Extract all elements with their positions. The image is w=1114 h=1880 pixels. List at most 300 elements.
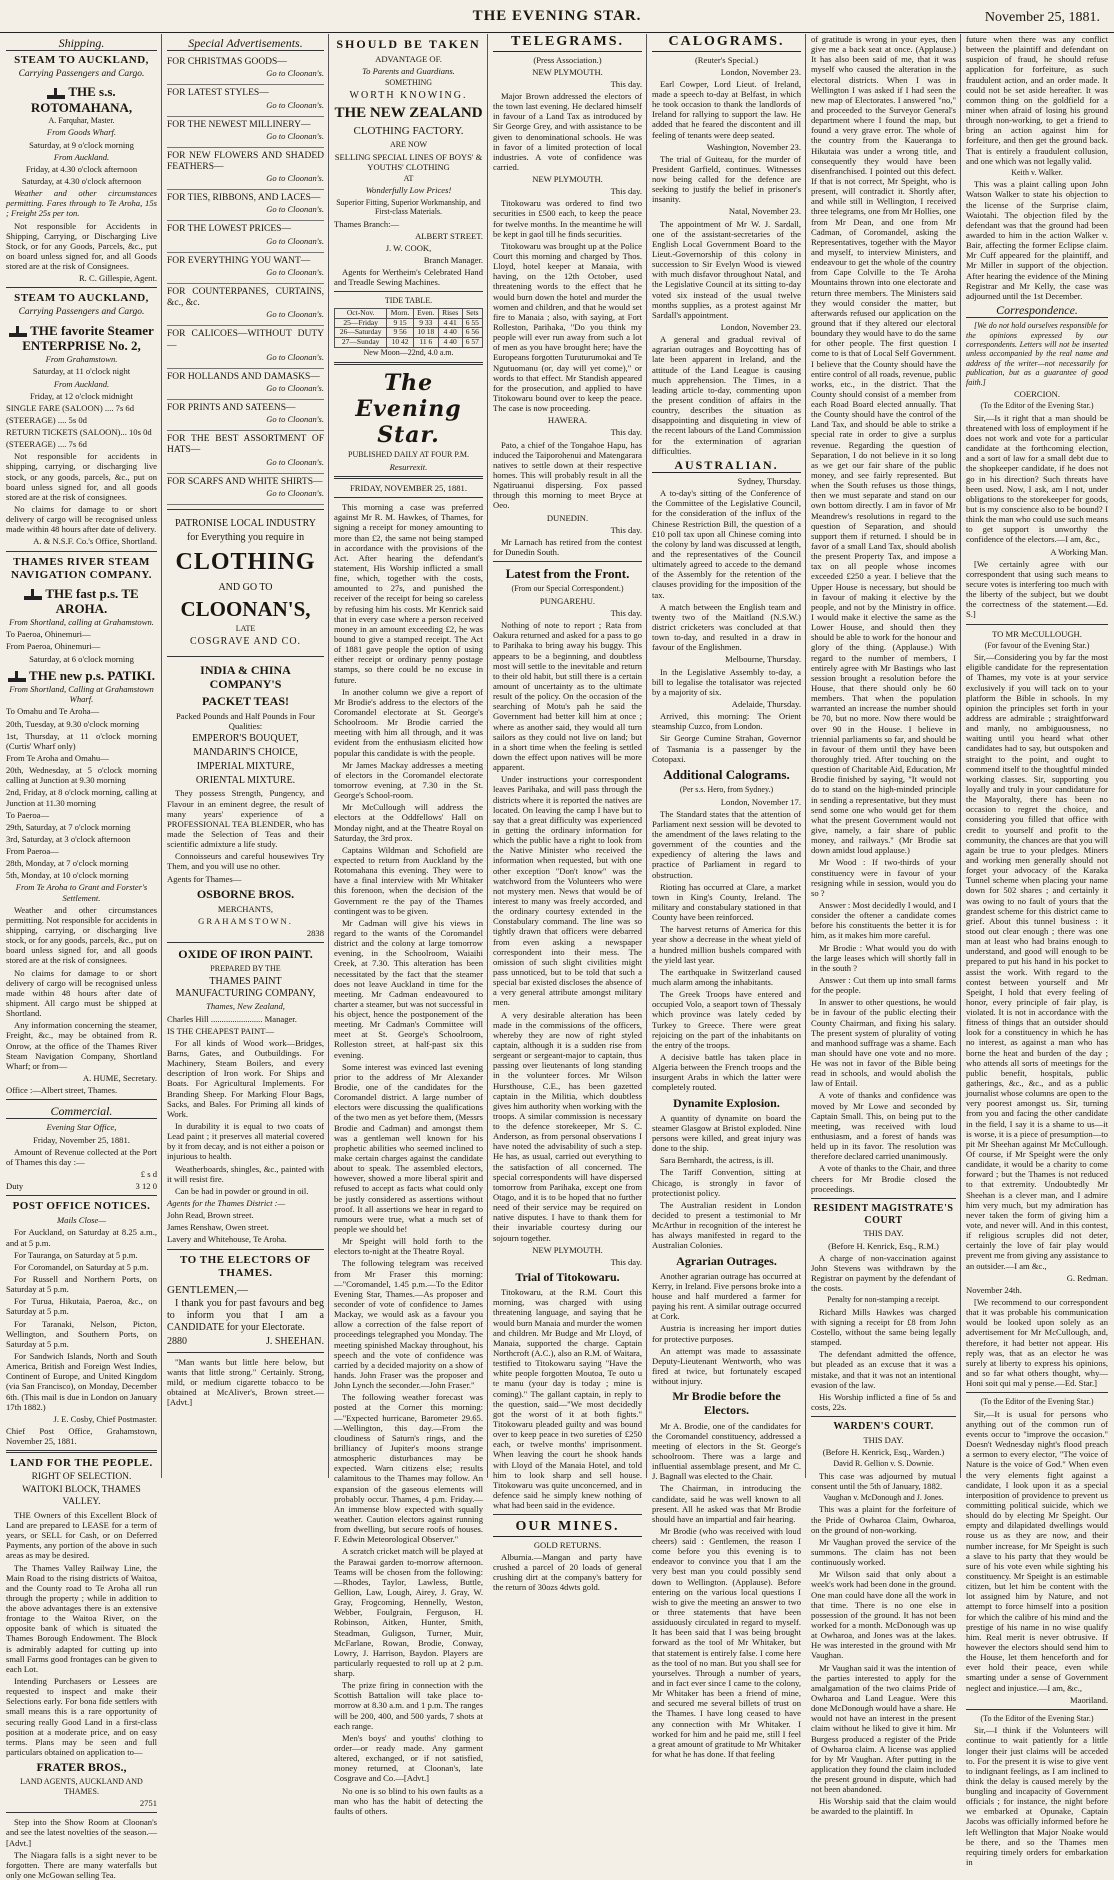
news-paragraph: Austria is increasing her import duties for protective purposes. xyxy=(652,1323,801,1344)
divider xyxy=(167,942,324,943)
article-heading: Mr Brodie before the Electors. xyxy=(672,1389,781,1418)
news-paragraph: The Tariff Convention, sitting at Chicago, is strongly in favor of protectionist policy. xyxy=(652,1167,801,1198)
currency-header: £ s d xyxy=(140,1169,157,1180)
dateline-place: NEW PLYMOUTH. xyxy=(532,1244,603,1255)
section-calograms: CALOGRAMS. xyxy=(652,34,801,52)
ad-body: GENTLEMEN,— xyxy=(167,1283,248,1296)
advt-line: "Man wants but little here below, but wants that little strong." Certainly. Strong, mild, or medium cigarette tobacco to be obtained at McAliver's, Brown street.—[Advt.] xyxy=(167,1356,324,1408)
news-paragraph: The prize firing in connection with the Scottish Battalion will take place to-morrow at 8.30 a.m. and 1 p.m. The ranges will be 200, 400, and 500 yards, 7 shots at each range. xyxy=(334,1680,483,1731)
ad-subheading: PREPARED BY THE xyxy=(210,964,281,974)
signature: FRATER BROS., xyxy=(36,1760,127,1775)
cloonan-ad-item xyxy=(167,400,324,431)
ad-line: AND GO TO xyxy=(218,581,273,593)
sailing-time: 28th, Monday, at 7 o'clock morning xyxy=(6,858,129,869)
news-paragraph: Answer : Most decidedly I would, and I consider the oftener a candidate comes before his constituents the better it is for him, as it makes him more careful. xyxy=(811,899,956,941)
advt-line: The Niagara falls is a sight never to be forgotten. There are many waterfalls but only one McGowan selling Tea. xyxy=(6,1849,157,1880)
ad-line: Wonderfully Low Prices! xyxy=(365,185,452,196)
ad-body: Agents for Thames— xyxy=(167,873,242,884)
ad-item-goto: Go to Cloonan's. xyxy=(266,309,324,320)
steamship-icon xyxy=(24,589,42,600)
ad-body: They possess Strength, Pungency, and Flavour in an eminent degree, the result of many years' experience of a PROFESSIONAL TEA BLENDER, who has made the Selection of Teas and their scientific admixture a life study. xyxy=(167,788,324,850)
ad-body: THE Owners of this Excellent Block of Land are prepared to LEASE for a term of years, or SELL for Cash, or on Deferred Payments, any portion of the above in such areas as may be desired. xyxy=(6,1509,157,1561)
case-title: David R. Gellion v. S. Downie. xyxy=(833,1459,934,1469)
cloonan-ad-item xyxy=(167,54,324,85)
sailing-time: 29th, Saturday, at 7 o'clock morning xyxy=(6,821,131,832)
tide-cell: 6 55 xyxy=(462,318,482,328)
ad-line: PATRONISE LOCAL INDUSTRY xyxy=(175,517,316,529)
ad-line: To Parents and Guardians. xyxy=(362,66,455,77)
ad-body: Connoisseurs and careful housewives Try Them, and you will use no other. xyxy=(167,851,324,872)
ad-body: In durability it is equal to two coats of Lead paint ; it preserves all material covered by it from decay, and is not either a poison or injurious to health. xyxy=(167,1121,324,1162)
tide-cell: 6 57 xyxy=(462,338,482,348)
ad-body: Weatherboards, shingles, &c., painted with it will resist fire. xyxy=(167,1163,324,1184)
route-line: From Paeroa— xyxy=(6,846,59,857)
ad-line: WORTH KNOWING. xyxy=(349,89,468,101)
divider xyxy=(167,1249,324,1250)
news-paragraph: Under instructions your correspondent leaves Parihaka, and will pass through the districts where it is reported the natives are located. On leaving the camp I have but to say that a great difficulty was experienced in getting the ordinary information for which the public have a right to look from the Native Minister who received the information when requested, but with one other exception "Don't know" was the watchword from the Volunteers who were not mystery men. News that would be of interest to many was freely accorded, and the ordinary courtesy extended in the Constabulary command. The line was so tightly drawn that officers were debarred from even asking a newspaper correspondent into their mess. The omission of such slight civilities might pass unnoticed, but to be told that such a special bar existed discloses the absence of a very general attribute amongst military men. xyxy=(493,774,642,1008)
dateline-place: Natal, November 23. xyxy=(728,206,801,217)
cloonan-ad-item xyxy=(167,148,324,190)
news-paragraph: His Worship said that the claim would be awarded to the plaintiff. In xyxy=(811,1796,956,1817)
dateline-place: HAWERA. xyxy=(547,415,588,426)
letter-title: COERCION. xyxy=(1013,389,1061,400)
news-paragraph: Mr Vaughan proved the service of the summons. The claim has not been continuously worked. xyxy=(811,1536,956,1568)
editorial-note: [We certainly agree with our correspondent that using such means to secure votes is interfering too much with the liberty of the subject, but we doubt the correctness of the statement.—Ed. S.] xyxy=(966,558,1108,620)
ad-item-goto: Go to Cloonan's. xyxy=(266,173,324,184)
news-paragraph: Nothing of note to report ; Rata from Oakura returned and asked for a pass to go to Parihaka to bring away his buggy. This appears to be a beginning, and doubtless most will settle to the inevitable and return to their old habit, but still there is a certain amount of uncertainty as to the ultimate result of the policy. On the occasion of the searching of Motu's pah he said the Government had better kill him at once ; where as another said, they would all turn sailors as they could not live on land; but in a short time when the feeling is settled down the effect upon natives will be more apparent. xyxy=(493,620,642,773)
ship-name xyxy=(6,323,157,354)
fare-line: (STEERAGE) .... 5s 0d xyxy=(6,414,87,425)
ad-item-label: FOR NEW FLOWERS AND SHADED FEATHERS— xyxy=(167,150,324,173)
news-paragraph: Some interest was evinced last evening prior to the address of Mr Alexander Brodie, one of the candidates for the Coromandel district. A large number of electors were discussing the qualifications of the two men as yet before them, (Messrs Brodie and Cadman) and amongst them was a gentleman well known for his prophetic abilities who seemed inclined to make certain charges against the candidate about to speak. The assembled electors, however, showed a more liberal spirit and refused to accept as facts what could only be justly considered as assertions without proof. It all assertions we hear in regard to rumours were true, what a much set of people we should be! xyxy=(334,1061,483,1235)
sailing-time: 20th, Tuesday, at 9.30 o'clock morning xyxy=(6,718,140,729)
tide-table-body xyxy=(335,318,483,348)
sailing-time: Saturday, at 4.30 o'clock afternoon xyxy=(21,175,142,186)
news-paragraph: The Standard states that the attention of Parliament next session will be devoted to the amendment of the laws relating to the government of the counties and the expediency of altering the laws and practice of Parliament in regard to obstruction. xyxy=(652,808,801,880)
ad-item-goto: Go to Cloonan's. xyxy=(266,130,324,141)
tide-column-header: Oct-Nov. xyxy=(335,308,387,318)
ad-body: Agents for the Thames District :— xyxy=(167,1198,286,1209)
advt-line: Step into the Show Room at Cloonan's and see the latest novelties of the season.—[Advt.] xyxy=(6,1817,157,1848)
news-paragraph: This case was adjourned by mutual consent until the 5th of January, 1882. xyxy=(811,1470,956,1491)
news-paragraph: His Worship inflicted a fine of 5s and costs, 22s. xyxy=(811,1391,956,1413)
route-line: From Paeroa, Ohinemuri— xyxy=(6,641,101,652)
news-paragraph: This was a plaint for the forfeiture of the Pride of Owharoa Claim, Owharoa, on the ground of non-working. xyxy=(811,1504,956,1535)
divider xyxy=(966,624,1108,625)
ad-item-goto: Go to Cloonan's. xyxy=(266,414,324,425)
ad-line: LATE xyxy=(235,624,256,634)
dateline-place: London, November 23. xyxy=(720,322,801,333)
issue-date: November 25, 1881. xyxy=(984,10,1100,25)
divider xyxy=(966,1709,1108,1710)
dateline-day: This day. xyxy=(610,1256,642,1267)
ad-heading: INDIA & CHINA COMPANY'S xyxy=(200,662,291,691)
ad-heading: POST OFFICE NOTICES. xyxy=(12,1200,151,1213)
ad-heading: THAMES RIVER STEAM NAVIGATION COMPANY. xyxy=(10,555,153,581)
tide-cell: 26—Saturday xyxy=(335,328,387,338)
ad-item-goto: Go to Cloonan's. xyxy=(266,487,324,498)
tide-cell: 9 33 xyxy=(413,318,438,328)
news-paragraph: The following weather forecast was posted at the Corner this morning:—"Expected hurricane, Barometer 29.65.—Wellington, this day.—From the cloudiness of Saturn's rings, and the brilliancy of Jupiter's moons strange atmospheric disturbances may be expected. Warn citizens else; results calamitous to the Thames may follow. An expansion of the gaseous elements will probably occur. Thames, 4 p.m. Friday.—An immense blow expected with squally weather. Caution electors against running from dwelling, but secure roofs of houses. F. Edwin Meteorological Observer." xyxy=(334,1392,483,1545)
firm-line: GRAHAMSTOWN. xyxy=(198,916,293,927)
dateline-day: This day. xyxy=(610,524,642,535)
ad-subheading: Mails Close— xyxy=(57,1215,106,1226)
ad-subheading: RIGHT OF SELECTION. xyxy=(31,1472,132,1483)
divider xyxy=(493,1514,642,1515)
ad-item-label: FOR CHRISTMAS GOODS— xyxy=(167,57,287,68)
ad-body: I thank you for past favours and beg to inform you that I am a CANDIDATE for your Electorate. xyxy=(167,1298,324,1334)
steamship-icon xyxy=(9,326,27,337)
tide-cell: 9 15 xyxy=(387,318,413,328)
mail-line: For Coromandel, on Saturday at 5 p.m. xyxy=(14,1261,149,1272)
ad-number: 2751 xyxy=(139,1798,157,1809)
section-special-ads: Special Advertisements. xyxy=(167,36,324,51)
case-title: Vaughan v. McDonough and J. Jones. xyxy=(823,1492,944,1502)
agent-name: James Renshaw, Owen street. xyxy=(167,1222,269,1233)
ad-item-label: FOR PRINTS AND SATEENS— xyxy=(167,402,296,413)
letter-address: (To the Editor of the Evening Star.) xyxy=(980,1713,1094,1723)
route-line: From Te Aroha to Grant and Forster's Settlement. xyxy=(15,882,148,903)
dateline-place: London, November 17. xyxy=(720,796,801,807)
dateline-place: NEW PLYMOUTH. xyxy=(532,66,603,77)
agent-name: A. HUME, Secretary. xyxy=(82,1073,157,1084)
cloonan-ad-item xyxy=(167,190,324,221)
ad-body: Agents for Wertheim's Celebrated Hand and Treadle Sewing Machines. xyxy=(334,267,483,288)
mail-line: For Sandwich Islands, North and South America, British and Foreign West Indies, Continent of Europe, and United Kingdom (via San Francisco), on Monday, December 6th. (This mail is due in London on January 17th 1882.) xyxy=(6,1350,157,1412)
news-paragraph: Mr Brodie : What would you do with the large leases which will shortly fall in in the south ? xyxy=(811,942,956,973)
news-paragraph: The Australian resident in London decided to present a testimonial to Mr McArthur in recognition of the interest he has always manifested in regard to the Australian Colonies. xyxy=(652,1199,801,1251)
office-address: Chief Post Office, Grahamstown, November 25, 1881. xyxy=(6,1425,157,1447)
route-line: To Omahu and Te Aroha— xyxy=(6,706,100,717)
editorial-note: [We do not hold ourselves responsible for the opinions expressed by our correspondents. Letters will not be inserted unless accompanied by the real name and address of the writer—not necessarily for publication, but as a guarantee of good faith.] xyxy=(966,321,1108,387)
article-subheading: Penalty for non-stamping a receipt. xyxy=(827,1295,940,1305)
tide-cell: 25—Friday xyxy=(335,318,387,328)
divider xyxy=(6,1099,157,1100)
ad-item-label: FOR HOLLANDS AND DAMASKS— xyxy=(167,371,320,382)
mail-line: For Auckland, on Saturday at 8.25 a.m., and at 5 p.m. xyxy=(6,1227,157,1248)
ad-subheading: WAITOKI BLOCK, THAMES VALLEY. xyxy=(22,1485,141,1507)
news-paragraph: Richard Mills Hawkes was charged with signing a receipt for £8 from John Costello, without the same being legally stamped. xyxy=(811,1306,956,1348)
dateline-place: Sydney, Thursday. xyxy=(737,476,801,487)
dateline-day: This day. xyxy=(610,427,642,438)
ad-line: CLOTHING FACTORY. xyxy=(353,125,464,138)
sailing-time: Saturday, at 11 o'clock night xyxy=(32,366,131,377)
dateline-day: THIS DAY. xyxy=(863,1228,904,1239)
fare-line: (STEERAGE) .... 7s 6d xyxy=(6,439,87,450)
ad-item-goto: Go to Cloonan's. xyxy=(266,68,324,79)
ad-number: 2880 xyxy=(167,1335,187,1347)
dateline-place: DUNEDIN. xyxy=(546,512,589,523)
dateline-place: Washington, November 23. xyxy=(706,141,801,152)
tide-column-header: Rises xyxy=(438,308,462,318)
ad-display-word: CLOTHING xyxy=(175,549,316,576)
mail-line: For Taranaki, Nelson, Picton, Wellington, and Southern Ports, on Saturday at 5 p.m. xyxy=(6,1318,157,1349)
news-paragraph: This morning a case was preferred against Mr R. M. Hawkes, of Thames, for signing a receipt for money amounting to more than £2, the same not being stamped in accordance with the provisions of the Act. After hearing the defendant's statement, His Worship inflicted a small fine, which, together with the costs, amounted to 27s, and punished the receiver of the receipt for being so careless by refusing him his costs. Mr Kenrick said that in every case where a person received money in an amount exceeding £2, he was bound to give a stamped receipt. The Act of 1881 gave people the option of using either receipt or ordinary penny postage stamps, so there could be no excuse in future. xyxy=(334,502,483,685)
duty-value: 3 12 0 xyxy=(135,1181,157,1192)
ad-item-goto: Go to Cloonan's. xyxy=(266,266,324,277)
letter-signature: Maoriland. xyxy=(1070,1694,1108,1705)
ad-body: Can be had in powder or ground in oil. xyxy=(175,1185,309,1196)
signature: J. E. Cosby, Chief Postmaster. xyxy=(53,1413,157,1424)
news-paragraph: Rioting has occurred at Clare, a market town in King's County, Ireland. The military and constabulary stationed in that County have been reinforced. xyxy=(652,881,801,923)
ad-item-label: FOR SCARFS AND WHITE SHIRTS— xyxy=(167,476,323,487)
ad-subheading: Packed Pounds and Half Pounds in Four Qualities: xyxy=(176,710,315,732)
divider xyxy=(811,1198,956,1199)
dateline-place: PUNGAREHU. xyxy=(539,595,596,606)
route-from: From Auckland. xyxy=(53,151,110,162)
mail-line: For Tauranga, on Saturday at 5 p.m. xyxy=(14,1249,138,1260)
news-paragraph: Pato, a chief of the Tongahoe Hapu, has induced the Taiporohenui and Matengarara natives to settle down at their respective homes. This will probably result in all the Ngatiruanui dispersing. Fox passed through this morning to meet Bryce at Oeo. xyxy=(493,439,642,511)
notice-text: Weather and other circumstances permitting. Fares through to Te Aroha, 15s ; Freight 25s per ton. xyxy=(6,188,157,219)
ad-item-goto: Go to Cloonan's. xyxy=(266,99,324,110)
tide-cell: 9 56 xyxy=(387,328,413,338)
news-paragraph: Mr McCullough will address the electors at the Oddfellows' Hall on Monday night, and at the Theatre Royal on Saturday, the 3rd prox. xyxy=(334,802,483,843)
divider xyxy=(6,551,157,552)
agent-name: Lavery and Whitehouse, Te Aroha. xyxy=(167,1234,287,1245)
route-from: From Goods Wharf. xyxy=(46,127,117,138)
news-paragraph: The appointment of Mr W. J. Sardall, one of the assistant-secretaries of the English Local Government Board to the Lieut.-Governorship of this colony in succession to Sir Evelyn Wood is viewed with much disfavor throughout Natal, and the Legislative Council at its sitting to-day voted six instead of the usual twelve months supplies, as a protest against Mr Sardall's appointment. xyxy=(652,218,801,320)
paper-motto: Resurrexit. xyxy=(389,461,428,472)
ad-body: Intending Purchasers or Lessees are requested to inspect and make their Selections early. For bona fide settlers with small means this is a rare opportunity of securing really Good Land in a first-class position at a moderate price, and on easy terms. Plans may be seen and full particulars obtained on application to— xyxy=(6,1676,157,1758)
news-paragraph: A to-day's sitting of the Conference of the Committee of the Legislative Council, for the consideration of the influx of the Chinese Restriction Bill, the question of a £10 poll tax upon all Chinese coming into the colony by land was discussed at length, and the representatives of the Council ultimately agreed to accede to the demand of the Assembly for the retention of the clauses providing for the imposition of the tax. xyxy=(652,488,801,600)
news-source: (From our Special Correspondent.) xyxy=(511,584,624,594)
ad-heading: SHOULD BE TAKEN xyxy=(336,37,481,51)
letter-address: (To the Editor of the Evening Star.) xyxy=(980,1397,1094,1407)
ad-line: ADVANTAGE OF. xyxy=(375,54,442,65)
ad-line: ALBERT STREET. xyxy=(415,230,483,241)
tea-quality: ORIENTAL MIXTURE. xyxy=(195,774,296,786)
news-paragraph: A scratch cricket match will be played at the Parawai garden to-morrow afternoon. Teams will be chosen from the following:—Rhodes, Taylor, Lawless, Buttle, Gellion, Law, Lough, Airey, J. Gray, W. Gray, Frogcoming, Hennelly, Weston, Webber, Foulgrain, Ferguson, H. Robinson, Aitken, Hunter, Smith, Steadman, Guligson, Turner, Muir, McFarlane, Rowan, Brodie, Conway, Lowry, J. Harrison, Baydon. Players are particularly requested to roll up at 2 p.m. sharp. xyxy=(334,1546,483,1679)
sailing-time: 20th, Wednesday, at 5 o'clock morning calling at Junction at 9.30 morning xyxy=(6,765,157,786)
sailing-time: 1st, Thursday, at 11 o'clock morning (Curtis' Wharf only) xyxy=(6,730,157,751)
cloonan-ad-item xyxy=(167,221,324,252)
news-paragraph: The following telegram was received from Mr Fraser this morning:—"Coromandel, 1.45 p.m.—To the Editor Evening Star, Thames.—As proposer and seconder of vote of confidence to James Mackay, we would ask as a favour you allow a correction of the false report of proceedings telegraphed you Monday. The meeting spinished Mackay throughout, his speech and the vote of confidence was carried by a decided majority on a show of hands. John Fraser was the proposer and John Lynch the seconder.—John Fraser." xyxy=(334,1258,483,1391)
fare-line: SINGLE FARE (SALOON) .... 7s 6d xyxy=(6,402,135,413)
ship-label: THE s.s. ROTOMAHANA, xyxy=(30,84,133,115)
letter-body: Sir,—Considering you by far the most eligible candidate for the representation of Thames, my vote is at your service exclusively if you will tack on to your platform the Bible in schools. In my opinion the principles set forth in your address are admirable ; straightforward and manly, no ambiguousness, no waiting until you heard what other candidates had to say, but outspoken and straight to the point, and ought to commend itself to the thoughtful minded working classes. Sir, supporting you loyally and truly in your candidature for the Mayoralty, there has been no occasion to regret the choice, and considering you filled that office with credit to yourself and profit to the community, the chances are that you will again be true to your pledges. Miners and working men generally should not forget your advocacy of the Karaka Tunnel scheme when placing your name down for 502 shares ; and certainly it was owing to no fault of yours that the grandest scheme for this district came to grief. About this tunnel business : it stood out clear enough ; there was one man at least who had brains enough to understand, and good will enough to be prepared to put his hand in his pocket to assist the work. With regard to the contest between yourself and Mr Speight, I hold that every feeling of honor, every principle of fair play, is violated. It is not in accordance with the fitness of things that an outsider should look for a constituency in which he has no interest, as against a man who has borne the heat and burden of the day ; who attends all sorts of meetings for the public benefit, hospitals, public gatherings, &c., &c., and as a public journalist whose columns are open to the very poorest amongst us. Sir, turning from you and facing the other candidate in the field, I say it is a shame to us—it is worse, it is a piece of presumption—to pit Mr Sheehan against Mr McCullough. Of course, if Mr Speight were the only candidate, it would be a charity to come forward ; but the Thames is not reduced to that extremity. Undoubtedly Mr Sheehan is a clever man, and I admire him very much, but my admiration has never taken the form of giving him a vote, and never will. And in this contest, if religious scruples did not deter, certainly the love of fair play would prevent me from giving any assistance to an outsider.—I am &c., xyxy=(966,652,1108,1271)
news-paragraph: The Chairman, in introducing the candidate, said he was well known to all present. All he asked was that Mr Brodie should have an impartial and fair hearing. xyxy=(652,1483,801,1524)
moon-phase: New Moon—22nd, 4.0 a.m. xyxy=(363,348,454,358)
mail-line: For Turua, Hikutaia, Paeroa, &c., on Saturday at 5 p.m. xyxy=(6,1296,157,1317)
ship-name xyxy=(6,668,157,683)
article-heading: Latest from the Front. xyxy=(505,566,630,582)
ad-number: 2838 xyxy=(306,928,324,939)
news-paragraph: In answer to other questions, he would be in favour of the public electing their County Chairman, and fixing his salary. The present system of plurality of voting and manhood suffrage was a shame. Each man should have one vote and no more. He was not in favor of the Bible being read in schools, and would abolish the law of Entail. xyxy=(811,997,956,1089)
news-paragraph: Arrived, this morning: The Orient steamship Cuzco, from London. xyxy=(652,711,801,732)
news-paragraph: Titokowaru was ordered to find two securities in £500 each, to keep the peace for twelve months. In the meantime he will be kept in gaol till he finds securities. xyxy=(493,198,642,239)
ad-heading: TO THE ELECTORS OF THAMES. xyxy=(180,1253,311,1279)
agent-name: R. C. Gillespie, Agent. xyxy=(78,273,157,284)
section-telegrams: TELEGRAMS. xyxy=(493,34,642,52)
revenue-text: Amount of Revenue collected at the Port of Thames this day :— xyxy=(6,1146,157,1167)
ship-name xyxy=(6,586,157,617)
ad-item-label: FOR COUNTERPANES, CURTAINS, &c., &c. xyxy=(167,286,324,309)
editorial-note: [We recommend to our correspondent that it was probable his communication would be looked upon solely as an advertisement for Mr McCullough, and, therefore, it had better not appear. His reply was, that as an elector he was surely at liberty to express his opinions, and so far what others thought, why—Honi soit qui mal y pense.—Ed. Star.] xyxy=(966,1297,1108,1389)
firm-line: MERCHANTS, xyxy=(217,903,274,914)
column-courts xyxy=(807,34,961,1817)
tide-cell: 10 18 xyxy=(413,328,438,338)
tide-column-header: Morn. xyxy=(387,308,413,318)
masthead xyxy=(0,0,1114,33)
letter-address: (To the Editor of the Evening Star.) xyxy=(980,401,1094,411)
ad-subheading: Carrying Passengers and Cargo. xyxy=(18,69,145,80)
article-heading: WARDEN'S COURT. xyxy=(833,1421,934,1433)
firm-line: Thames, New Zealand, xyxy=(206,1001,285,1012)
ad-item-label: FOR EVERYTHING YOU WANT— xyxy=(167,255,311,266)
office-address: Office :—Albert street, Thames. xyxy=(6,1085,118,1096)
news-paragraph: Captains Wildman and Schofield are expected to return from Auckland by the Rotomahana this evening. They were to have a final interview with Mr Whitaker this forenoon, when the decision of the Government re the pay of the Thames contingent was to be given. xyxy=(334,844,483,916)
news-paragraph: Mr James Mackay addresses a meeting of electors in the Coromandel electorate tomorrow evening, at 7.30 in the St. George's School-room. xyxy=(334,759,483,801)
editorial-date: FRIDAY, NOVEMBER 25, 1881. xyxy=(350,483,467,494)
ship-name xyxy=(6,84,157,115)
court-bench: (Before H. Kenrick, Esq., Warden.) xyxy=(822,1447,945,1458)
sailing-time: Saturday, at 9 o'clock morning xyxy=(29,139,134,150)
news-paragraph: Mr Vaughan said it was the intention of the parties interested to apply for the amalgamation of the two claims Pride of Owharoa and Land League. Were this done McDonough would have a share. He would not have an interest in the present claim without he liked to give it him. Mr Burgess produced a register of the Pride of Owharoa claim. A license was applied for by Mr Vaughan. After putting in the application they found the claim included the present ground in dispute, which had not been abandoned. xyxy=(811,1662,956,1795)
tide-cell: 4 40 xyxy=(438,328,462,338)
column-special-ads xyxy=(163,34,329,1478)
route-from: From Shortland, Calling at Grahamstown Wharf. xyxy=(9,684,154,705)
news-paragraph: The harvest returns of America for this year show a decrease in the wheat yield of a hundred million bushels compared with the yield last year. xyxy=(652,924,801,965)
news-paragraph: Mr Wilson said that only about a week's work had been done in the ground. One man could have done all the work in that time. There is no one else in possession of the ground. It has not been worked for a month. McDonough was up at Owharoa, and Jones was at the lakes. He was interested in the ground with Mr Vaughan. xyxy=(811,1569,956,1661)
manager-name: J. W. COOK, xyxy=(385,242,432,253)
ad-item-goto: Go to Cloonan's. xyxy=(266,351,324,362)
route-from: From Grahamstown. xyxy=(45,354,118,365)
ship-master: A. Farquhar, Master. xyxy=(48,115,115,125)
ad-line: Branch Manager. xyxy=(423,254,483,265)
divider xyxy=(334,362,483,365)
ship-label: THE fast p.s. TE AROHA. xyxy=(45,585,139,616)
sailing-time: Friday, at 4.30 o'clock afternoon xyxy=(25,163,138,174)
ship-label: THE favorite Steamer ENTERPRISE No. 2, xyxy=(22,322,154,353)
ad-line: AT xyxy=(403,174,414,184)
ad-heading: OXIDE OF IRON PAINT. xyxy=(178,947,313,962)
section-commercial: Commercial. xyxy=(6,1104,157,1119)
notice-text: Not responsible for accidents in shipping, carrying, or discharging live stock, or any goods, parcels, &c., put on board unless signed for, and all goods stored are at the risk of consignees. xyxy=(6,451,157,502)
court-bench: (Before H. Kenrick, Esq., R.M.) xyxy=(828,1240,939,1251)
news-paragraph: In the Legislative Assembly to-day, a bill to legalise the totalisator was rejected by a majority of six. xyxy=(652,666,801,697)
sailing-time: 3rd, Saturday, at 3 o'clock afternoon xyxy=(6,833,131,844)
ad-heading: PACKET TEAS! xyxy=(201,693,290,708)
fare-line: RETURN TICKETS (SALOON)... 10s 0d xyxy=(6,427,152,438)
paper-title: THE EVENING STAR. xyxy=(472,8,642,24)
news-source: (Press Association.) xyxy=(533,54,602,65)
notice-text: Not responsible for Accidents in Shipping, Carrying, or Discharging Live Stock, or for any Goods, Parcels, &c., put on board unless signed for, and all Goods stored are at the risk of Consignees. xyxy=(6,220,157,272)
news-paragraph: of gratitude is wrong in your eyes, then give me a back seat at once. (Applause.) It has also been said of me, that it was myself who caused the alteration in the electoral districts. When I was in Wellington I was asked if I had seen the new map of Electorates. I answered "no," and proceeded to the Surveyor General's department where I found the map, but found a very grave error. The whole of the country from the Kaueranga to Hikutaia was under a wrong title, and consequently they would have been disenfranchised. I pointed out this defect. If that is not correct, Mr Speight, who is present, will contradict it. Shortly after, and while still in Wellington, I received three telegrams, one from Mr Hollies, one from Mr Dean, and one from Mr Cadman, of Coromandel, asking the Representatives, together with the Mayor and myself, to interview Ministers, and endeavour to get the whole of the country from Cape Colville to the Te Aroha Mountains thrown into one electorate and return three members. The Ministers said they would consider the matter, but afterwards refused our application on the ground that if they altered our electoral boundary they would have to do the same for other people. The first question I come to is that of Local Self Government. I believe that the County should have the entire control of all roads, revenue, public works, etc., in the district. That the County should consist of a member from each Road Board elected annually. That the County should have the control of the Land Tax, and should be able to strike a special rate in order to give a surplus revenue. Regarding the question of Separation, I do not believe in it so long as we get our fair share of the public money, and see fairly represented. But when the South refuses us those things, then we must separate and stand on our own bottom directly. I am in favor of Mr Meandrew's resolutions in regard to the question of Separation, and should support them if returned. I should be in favor of a small Land Tax, should abolish the present Property Tax, and impose a tax on all people whose incomes exceeded £250 a year. I believe that the Upper House is necessary, but should be in favour of making it elective by the people, and not by the Ministry in office. I would make it elective the same as the Lower House, and should then they should be able to work for the honour and glory of the thing. (Applause.) With regard to the number of members, I entirely agree with Mr Bastings who last session brought a resolution before the House, that there should only be 60 members. That when the population warranted an increase the number should be 70, but no more. Now there would be over 90 in the House. I believe in triennial parliaments so far, and should be in favour of them until they have been thoroughly tried. After touching on the question of Charitable Aid, Education, Mr Brodie finished by saying, "It would not do to stand on the high-minded principle in sending a representative, but they must send some one who would get for them what the present Government would not give, namely, a fair share of public money, and railways." (Mr Brodie sat down amidst loud applause.) xyxy=(811,34,956,856)
news-paragraph: Titokowaru was brought up at the Police Court this morning and charged by Thos. Lloyd, hotel keeper at Manaia, with having, on the 12th October, used threatening words to the effect that he would burn down the hotel and murder the women and children, and that he would set fire to Manaia ; also, with saying, at Fort Rolleston, Parihaka, "Do you think my people will ever run away from such a lot of men as you have brought here; have the Europeans forgotten Turuturumokai and Te Ngutuomanu (or, day will yet come)," or words to that effect. Mr Standish appeared for the prosecution, and applied to have Titokowaru bound over to keep the peace. The case is now proceeding. xyxy=(493,240,642,414)
divider xyxy=(493,561,642,562)
section-correspondence: Correspondence. xyxy=(966,303,1108,318)
divider xyxy=(6,287,157,288)
agent-name: John Read, Brown street. xyxy=(167,1210,254,1221)
ship-label: THE new p.s. PATIKI. xyxy=(29,667,155,683)
column-telegrams xyxy=(489,34,647,1593)
tea-quality: IMPERIAL MIXTURE, xyxy=(196,760,295,772)
agent-name: A. & N.S.F. Co.'s Office, Shortland. xyxy=(33,536,157,547)
divider xyxy=(167,509,324,510)
cloonan-ad-item xyxy=(167,369,324,400)
letter-body: Sir,—Is it right that a man should be threatened with loss of employment if he does not work and vote for a particular candidate at the forthcoming election, and a sort of law for a small debt due to the shopkeeper candidate, if he does not go in his direction? Such threats have been used. Now, I ask, am I not, under obligations to the storekeeper for goods, but is my conscience also to be bound? I think the man who could use such means to get support is unworthy the confidence of the electors.—I am, &c., xyxy=(966,412,1108,545)
ad-item-goto: Go to Cloonan's. xyxy=(266,235,324,246)
sign-row xyxy=(167,1336,324,1348)
news-paragraph: A match between the English team and twenty two of the Maitland (N.S.W.) district cricketers was concluded at that town to-day, and resulted in a draw in favour of the Englishmen. xyxy=(652,601,801,653)
article-heading: RESIDENT MAGISTRATE'S COURT xyxy=(813,1202,954,1226)
tide-cell: 27—Sunday xyxy=(335,338,387,348)
cloonan-ad-item xyxy=(167,85,324,116)
cloonan-ad-item xyxy=(167,253,324,284)
article-heading: Dynamite Explosion. xyxy=(673,1095,780,1110)
ad-line: for Everything you require in xyxy=(186,531,305,543)
news-paragraph: Mr A. Brodie, one of the candidates for the Coromandel constituency, addressed a meeting of electors in the St. George's schoolroom. There was a large and influential assemblage present, and Mr C. J. Bagnall was elected to the Chair. xyxy=(652,1420,801,1482)
route-line: To Paeroa— xyxy=(6,809,50,820)
ad-subheading: Carrying Passengers and Cargo. xyxy=(18,307,145,318)
route-line: From Te Aroha and Omahu— xyxy=(6,752,109,763)
ad-item-label: FOR CALICOES—WITHOUT DUTY— xyxy=(167,329,324,351)
ad-heading: STEAM TO AUCKLAND, xyxy=(14,292,149,305)
mail-line: For Russell and Northern Ports, on Saturday at 5 p.m. xyxy=(6,1273,157,1295)
news-source: (Per s.s. Hero, from Sydney.) xyxy=(679,785,774,795)
dateline-place: London, November 23. xyxy=(720,66,801,77)
cloonan-ad-item xyxy=(167,326,324,368)
tide-column-header: Sets xyxy=(462,308,482,318)
letter-signature: A Working Man. xyxy=(1050,546,1108,557)
column-shipping xyxy=(2,34,162,1880)
route-line: To Paeroa, Ohinemuri— xyxy=(6,629,91,640)
dateline-place: Adelaide, Thursday. xyxy=(731,698,801,709)
letter-body: Sir,—It is usual for persons who anything out of the common run of events occur to "improve the occasion." Doesn't Wednesday night's flood preach a sermon to every elector, "The voice of Nature is the voice of God." When even the very elements fight against a candidate, I look upon it as a special interposition of providence to prevent us committing political suicide, which we should do by electing Mr Speight. Our empty and dilapidated dwellings would rouse us as they are now, and their number increase, for Mr Speight is such a slave to his party that they would be sure of his vote even while sighting his constituency. Mr Speight is an estimable citizen, but let him be content with the lot assigned him by Nature, and not attempt to force himself into a position for which the calibre of his mind and the prestige of his name in no wise qualify him. Real merit is never obtrusive. If however the electors should send him to the House, let them henceforth and for ever hold their peace, even while smarting under a sense of Government neglect and injustice.—I am, &c., xyxy=(966,1408,1108,1693)
ad-heading: LAND FOR THE PEOPLE. xyxy=(10,1457,153,1470)
ad-item-label: FOR THE BEST ASSORTMENT OF HATS— xyxy=(167,434,324,456)
paper-nameplate: The Evening Star. xyxy=(355,369,462,448)
signature: J. SHEEHAN. xyxy=(265,1335,324,1347)
news-paragraph: A general and gradual revival of agrarian outrages and Boycotting has of late been apparent in Ireland, and the attitude of the Land League is causing much apprehension. The Times, in a leading article to-day, commenting upon the present condition of affairs in the country, describes the situation as disappointing and disquieting in view of the recent labours of the Land Commission for the extermination of agrarian difficulties. xyxy=(652,334,801,456)
notice-text: No claims for damage to or short delivery of cargo will be recognised unless made within 48 hours after date of delivery. xyxy=(6,504,157,535)
publication-note: PUBLISHED DAILY AT FOUR P.M. xyxy=(348,450,469,460)
letter-signature: G. Redman. xyxy=(1066,1272,1108,1283)
news-paragraph: Sara Bernhardt, the actress, is ill. xyxy=(660,1155,774,1166)
tide-cell: 6 56 xyxy=(462,328,482,338)
column-correspondence xyxy=(962,34,1112,1868)
divider xyxy=(334,497,483,498)
steamship-icon xyxy=(8,671,26,682)
divider xyxy=(6,1812,157,1813)
ad-body: The Thames Valley Railway Line, the Main Road to the rising districts of Waitoa, and the County road to Te Aroha all run through the property ; while in addition to the above advantages there is an extensive frontage to the Waitoa River, on the opposite bank of which is situated the Thames Borough Endowment. The Block is admirably adapted for cutting up into small Farms good frontages can be given to each Lot. xyxy=(6,1562,157,1674)
news-paragraph: Mr Larnach has retired from the contest for Dunedin South. xyxy=(493,536,642,557)
cloonan-ad-list xyxy=(167,54,324,505)
news-paragraph: No one is so blind to his own faults as a man who has the habit of detecting the faults of others. xyxy=(334,1785,483,1816)
news-paragraph: Mr Speight will hold forth to the electors to-night at the Theatre Royal. xyxy=(334,1236,483,1257)
dateline-place: Melbourne, Thursday. xyxy=(725,654,801,665)
duty-label: Duty xyxy=(6,1181,24,1192)
news-paragraph: Mr Cadman will give his views in regard to the wants of the Coromandel district and the colony at large tomorrow evening, in the Schoolroom, Waiaihi Creek, at 7.30. This alteration has been necessitated by the fact that the steamer does not leave Auckland in time for the meeting. Mr Cadman endeavoured to charter a steamer, but was not successful in his object, hence the postponement of the meeting. Mr Cadman's Committee will meet at St. George's Schoolroom, Rolleston street, at half-past six this evening. xyxy=(334,917,483,1060)
news-paragraph: Earl Cowper, Lord Lieut. of Ireland, made a speech to-day at Belfast, in which he took occasion to thank the landlords of Ireland for rallying to support the law. He added that he feared the discontent and ill feeling of tenants were deep seated. xyxy=(652,78,801,140)
sailing-time: Friday, at 12 o'clock midnight xyxy=(30,390,133,401)
news-paragraph: A decisive battle has taken place in Algeria between the French troops and the insurgent Arabs in which the latter were completely routed. xyxy=(652,1051,801,1093)
news-source: (Reuter's Special.) xyxy=(694,54,759,65)
article-subheading: GOLD RETURNS. xyxy=(533,1539,602,1550)
ad-item-label: FOR TIES, RIBBONS, AND LACES— xyxy=(167,193,321,204)
cloonan-ad-item xyxy=(167,431,324,473)
tide-table-title: TIDE TABLE. xyxy=(384,296,433,306)
news-paragraph: In another column we give a report of Mr Brodie's address to the electors of the Coromandel electorate at St. George's Schoolroom. Mr Brodie carried the meeting with him all through, and it was evident from the enthusiasm elicited how popular this candidate is with the people. xyxy=(334,686,483,758)
divider xyxy=(811,1416,956,1417)
steamship-icon xyxy=(47,88,65,99)
divider xyxy=(6,1195,157,1196)
news-paragraph: A charge of non-vaccination against John Stevens was withdrawn by the Registrar on payment by the defendant of the costs. xyxy=(811,1252,956,1294)
ad-item-goto: Go to Cloonan's. xyxy=(266,382,324,393)
column-editorial xyxy=(330,34,488,1816)
section-shipping: Shipping. xyxy=(6,36,157,51)
cloonan-ad-item xyxy=(167,117,324,148)
